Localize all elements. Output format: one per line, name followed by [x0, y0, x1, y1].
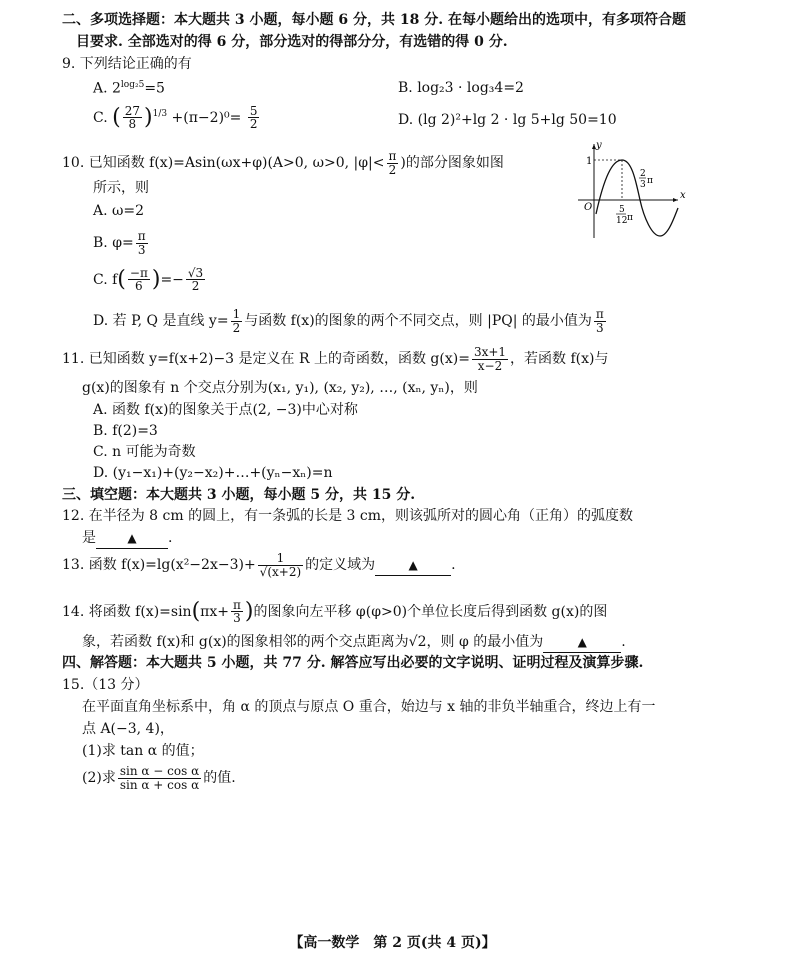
q11-option-d: D. (y₁−x₁)+(y₂−x₂)+…+(yₙ−xₙ)=n	[93, 465, 333, 481]
q15-line1: 在平面直角坐标系中，角 α 的顶点与原点 O 重合，始边与 x 轴的非负半轴重合，终边上有一	[82, 699, 656, 715]
q11-stem-cont: g(x)的图象有 n 个交点分别为(x₁, y₁), (x₂, y₂), …, (xₙ, yₙ)，则	[82, 380, 478, 396]
sine-curve	[596, 160, 678, 236]
q14-line2: 象，若函数 f(x)和 g(x)的图象相邻的两个交点距离为√2，则 φ 的最小值为 ▲ .	[82, 634, 626, 653]
q13-answer-blank[interactable]: ▲	[375, 557, 451, 576]
q11-option-b: B. f(2)=3	[93, 423, 158, 439]
x-axis-arrow	[673, 198, 678, 202]
q15-head: 15.（13 分）	[62, 677, 149, 693]
tick-5-12-den: 12	[616, 216, 628, 226]
tick-2-3-num: 2	[640, 169, 646, 179]
section-multi-choice-instructions: 目要求. 全部选对的得 6 分，部分选对的得部分分，有选错的得 0 分.	[76, 34, 508, 50]
q15-part2: (2)求 $\frac{\text{sin α − cos α}}{\text{sin α + cos α}}$ 的值.	[82, 764, 236, 792]
q14-answer-blank[interactable]: ▲	[543, 634, 621, 653]
q11-option-c: C. n 可能为奇数	[93, 444, 196, 460]
q10-option-c: C. f( $\frac{-\pi}{6}$ )=− $\frac{√3}{2}$	[93, 265, 204, 294]
q12-answer-blank[interactable]: ▲	[96, 530, 168, 549]
x-axis-label: x	[680, 190, 686, 201]
tick-5-12-pi: π	[627, 213, 633, 223]
section-fill-title: 三、填空题：本大题共 3 小题，每小题 5 分，共 15 分.	[62, 487, 416, 503]
q9-option-c: C. ( $\frac{27}{8}$ )$^{1/3}$ +(π−2)⁰= $\frac{5}{2}$	[93, 103, 258, 132]
q10-option-d: D. 若 P, Q 是直线 y= $\frac{1}{2}$ 与函数 f(x)的图象的两个不同交点，则 |PQ| 的最小值为 $\frac{\pi}{3}$	[93, 307, 604, 335]
tick-2-3-pi: π	[647, 176, 653, 186]
q10-option-b: B. φ= $\frac{\pi}{3}$	[93, 229, 146, 257]
section-solve-title: 四、解答题：本大题共 5 小题，共 77 分. 解答应写出必要的文字说明、证明过程及演算步骤.	[62, 655, 644, 671]
q9-stem: 9. 下列结论正确的有	[62, 56, 192, 72]
q11-option-a: A. 函数 f(x)的图象关于点(2, −3)中心对称	[93, 402, 358, 418]
q10-option-a: A. ω=2	[93, 203, 145, 219]
section-multi-choice-title: 二、多项选择题：本大题共 3 小题，每小题 6 分，共 18 分. 在每小题给出的选项中，有多项符合题	[62, 12, 686, 28]
q10-stem: 10. 已知函数 f(x)=Asin(ωx+φ)(A>0, ω>0, |φ|< $\frac{\pi}{2}$ )的部分图象如图	[62, 149, 504, 177]
q15-line2: 点 A(−3, 4)，	[82, 721, 174, 737]
q11-stem: 11. 已知函数 y=f(x+2)−3 是定义在 R 上的奇函数，函数 g(x)= $\frac{3x+1}{x-2}$ ，若函数 f(x)与	[62, 345, 609, 373]
y-tick-1: 1	[586, 156, 593, 167]
q15-part1: (1)求 tan α 的值；	[82, 743, 204, 759]
tick-5-12-num: 5	[619, 205, 625, 215]
q12-line1: 12. 在半径为 8 cm 的圆上，有一条弧的长是 3 cm，则该弧所对的圆心角（正角）的弧度数	[62, 508, 634, 524]
q9-option-a: A. $2^{log_25}=5$	[93, 80, 165, 97]
q10-stem-cont: 所示，则	[93, 180, 149, 196]
q9-option-d: D. (lg 2)²+lg 2 · lg 5+lg 50=10	[398, 112, 617, 128]
origin-label: O	[584, 202, 593, 213]
page-footer: 【高一数学 第 2 页(共 4 页)】	[289, 935, 496, 951]
q14-line1: 14. 将函数 f(x)=sin(πx+ $\frac{\pi}{3}$ )的图象向左平移 φ(φ>0)个单位长度后得到函数 g(x)的图	[62, 597, 608, 626]
q13-line: 13. 函数 f(x)=lg(x²−2x−3)+ $\frac{1}{√(x+2)}$ 的定义域为 ▲ .	[62, 551, 456, 579]
q12-line2: 是 ▲ .	[82, 530, 172, 549]
q9-option-b: B. log₂3 · log₃4=2	[398, 80, 524, 96]
y-axis-label: y	[596, 140, 602, 151]
q10-function-graph	[574, 138, 690, 244]
tick-2-3-den: 3	[640, 180, 646, 190]
